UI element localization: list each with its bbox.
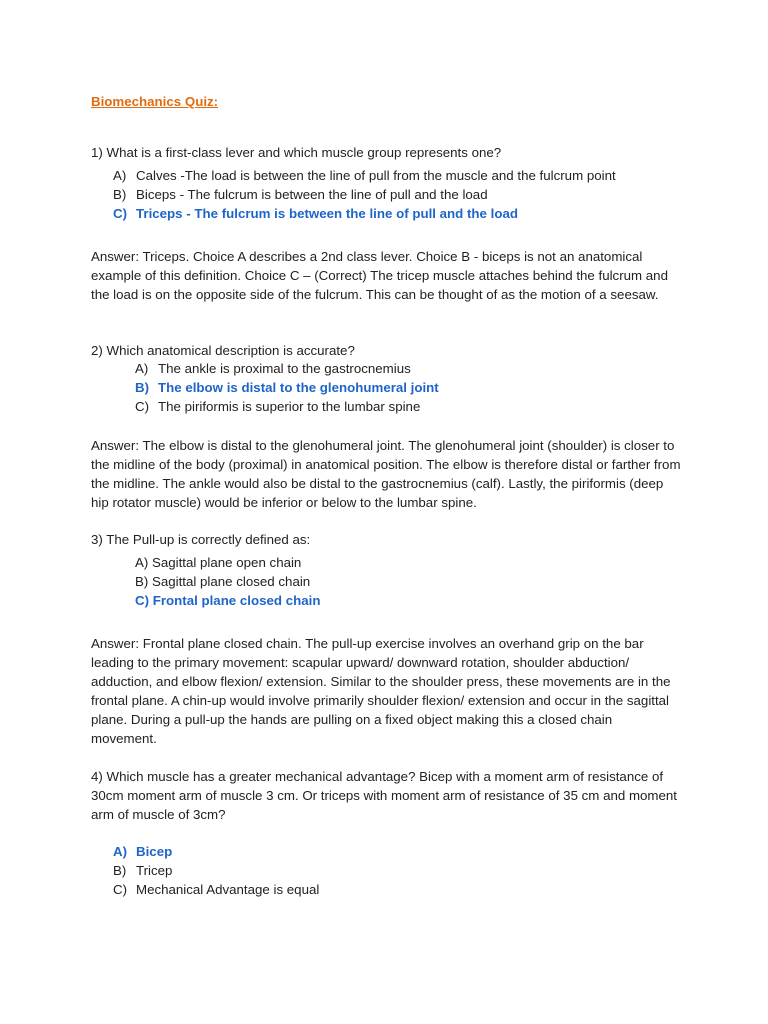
option-4b: B) Tricep (113, 863, 173, 878)
option-1a: A) Calves -The load is between the line of pull from the muscle and the fulcrum point (113, 168, 616, 183)
question-4-options (113, 842, 319, 899)
option-3c-correct: C) Frontal plane closed chain (135, 593, 321, 608)
question-1: 1) What is a first-class lever and which muscle group represents one? (91, 145, 502, 160)
answer-3: Answer: Frontal plane closed chain. The pull-up exercise involves an overhand grip on the bar leading to the primary movement: scapular upward/ downward rotation, shoulder abduction/ adduction, and elbow flexion/ extension. Similar to the shoulder press, these movements are in the frontal plane. A chin-up would involve primarily shoulder flexion/ extension and occur in the sagittal plane. During a pull-up the hands are pulling on a fixed object making this a closed chain movement. (91, 636, 671, 746)
option-3a: A) Sagittal plane open chain (135, 555, 302, 570)
option-4c: C) Mechanical Advantage is equal (113, 882, 320, 897)
question-2-options (135, 359, 439, 416)
option-2c: C) The piriformis is superior to the lumbar spine (135, 399, 421, 414)
answer-2: Answer: The elbow is distal to the glenohumeral joint. The glenohumeral joint (shoulder) is closer to the midline of the body (proximal) in anatomical position. The elbow is therefore distal or farther from the midline. The ankle would also be distal to the gastrocnemius (calf). Lastly, the piriformis (deep hip rotator muscle) would be inferior or below to the lumbar spine. (91, 438, 681, 510)
question-3: 3) The Pull-up is correctly defined as: (91, 532, 311, 547)
option-1b: B) Biceps - The fulcrum is between the line of pull and the load (113, 187, 488, 202)
question-4: 4) Which muscle has a greater mechanical advantage? Bicep with a moment arm of resistance of 30cm moment arm of muscle 3 cm. Or triceps with moment arm of resistance of 35 cm and moment arm of muscle of 3cm? (91, 769, 677, 822)
option-4a-correct: A) Bicep (113, 844, 173, 859)
question-3-options (135, 553, 320, 610)
option-1c-correct: C) Triceps - The fulcrum is between the line of pull and the load (113, 206, 518, 221)
option-3b: B) Sagittal plane closed chain (135, 574, 311, 589)
option-2b-correct: B) The elbow is distal to the glenohumeral joint (135, 380, 439, 395)
option-2a: A) The ankle is proximal to the gastrocnemius (135, 361, 411, 376)
answer-1: Answer: Triceps. Choice A describes a 2nd class lever. Choice B - biceps is not an anatomical example of this definition. Choice C – (Correct) The tricep muscle attaches behind the fulcrum and the load is on the opposite side of the fulcrum. This can be thought of as the motion of a seesaw. (91, 249, 668, 302)
question-2: 2) Which anatomical description is accurate? (91, 343, 355, 358)
page-title: Biomechanics Quiz: (91, 94, 219, 109)
question-1-options (113, 166, 616, 223)
